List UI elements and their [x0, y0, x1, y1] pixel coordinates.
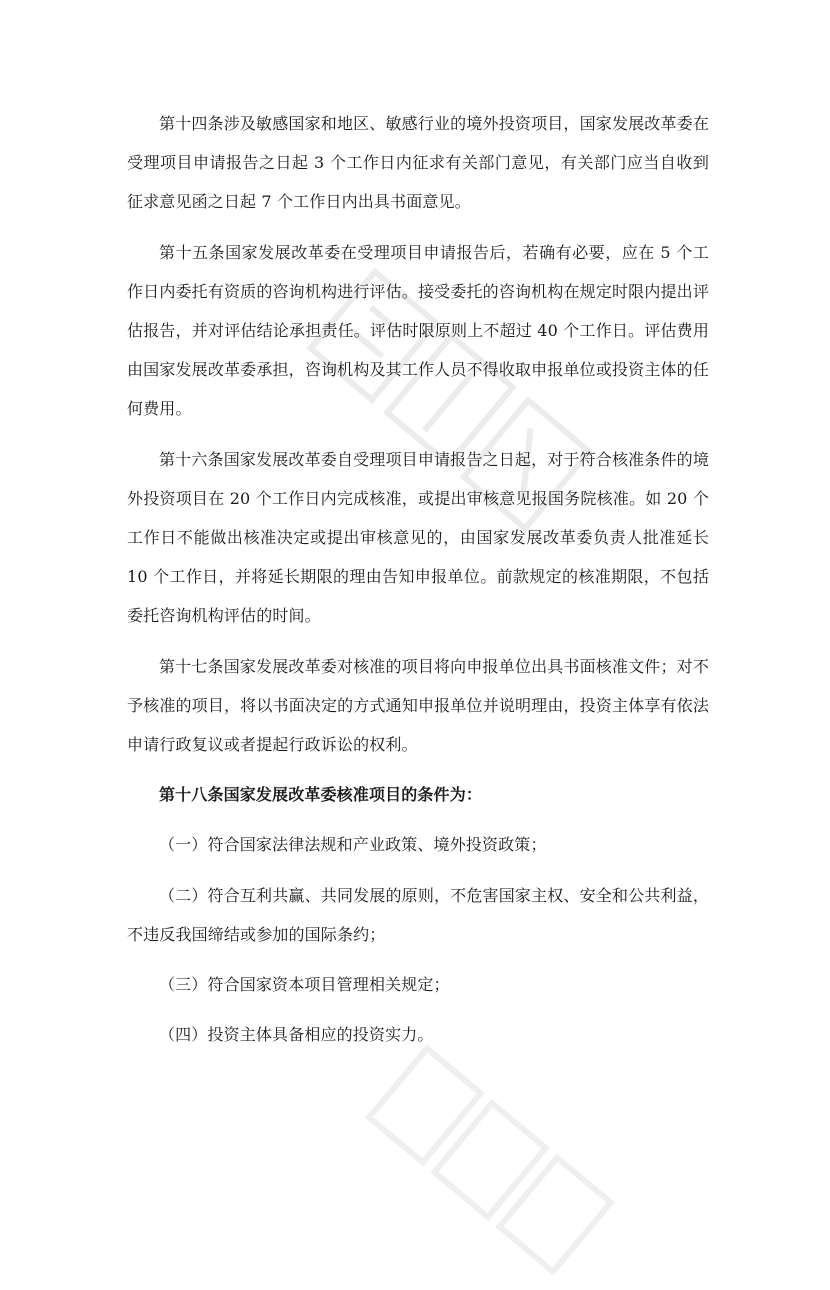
condition-item-4: （四）投资主体具备相应的投资实力。	[159, 1025, 434, 1045]
article-15-paragraph: 第十五条国家发展改革委在受理项目申请报告后，若确有必要，应在 5 个工作日内委托有资质的咨询机构进行评估。接受委托的咨询机构在规定时限内提出评估报告，并对评估结论承担责任。评估时限原则上不超过 40 个工作日。评估费用由国家发展改革委承担，咨询机构及其工作人员不得收取申报单位或投资主体的任何费用。	[127, 242, 709, 419]
condition-item-1: （一）符合国家法律法规和产业政策、境外投资政策；	[159, 835, 547, 855]
article-14-paragraph: 第十四条涉及敏感国家和地区、敏感行业的境外投资项目，国家发展改革委在受理项目申请报告之日起 3 个工作日内征求有关部门意见，有关部门应当自收到征求意见函之日起 7 个工作日内出具书面意见。	[127, 114, 709, 212]
article-16-paragraph: 第十六条国家发展改革委自受理项目申请报告之日起，对于符合核准条件的境外投资项目在 20 个工作日内完成核准，或提出审核意见报国务院核准。如 20 个工作日不能做出核准决定或提出审核意见的，由国家发展改革委负责人批准延长 10 个工作日，并将延长期限的理由告知申报单位。前款规定的核准期限，不包括委托咨询机构评估的时间。	[127, 449, 709, 626]
article-17-paragraph: 第十七条国家发展改革委对核准的项目将向申报单位出具书面核准文件；对不予核准的项目，将以书面决定的方式通知申报单位并说明理由，投资主体享有依法申请行政复议或者提起行政诉讼的权利。	[127, 656, 709, 755]
condition-item-2: （二）符合互利共赢、共同发展的原则，不危害国家主权、安全和公共利益，不违反我国缔结或参加的国际条约；	[127, 885, 709, 944]
document-body	[127, 104, 709, 1065]
article-18-heading: 第十八条国家发展改革委核准项目的条件为：	[159, 785, 483, 805]
watermark-logo-bottom-icon	[352, 1030, 628, 1289]
condition-item-3: （三）符合国家资本项目管理相关规定；	[159, 975, 450, 995]
